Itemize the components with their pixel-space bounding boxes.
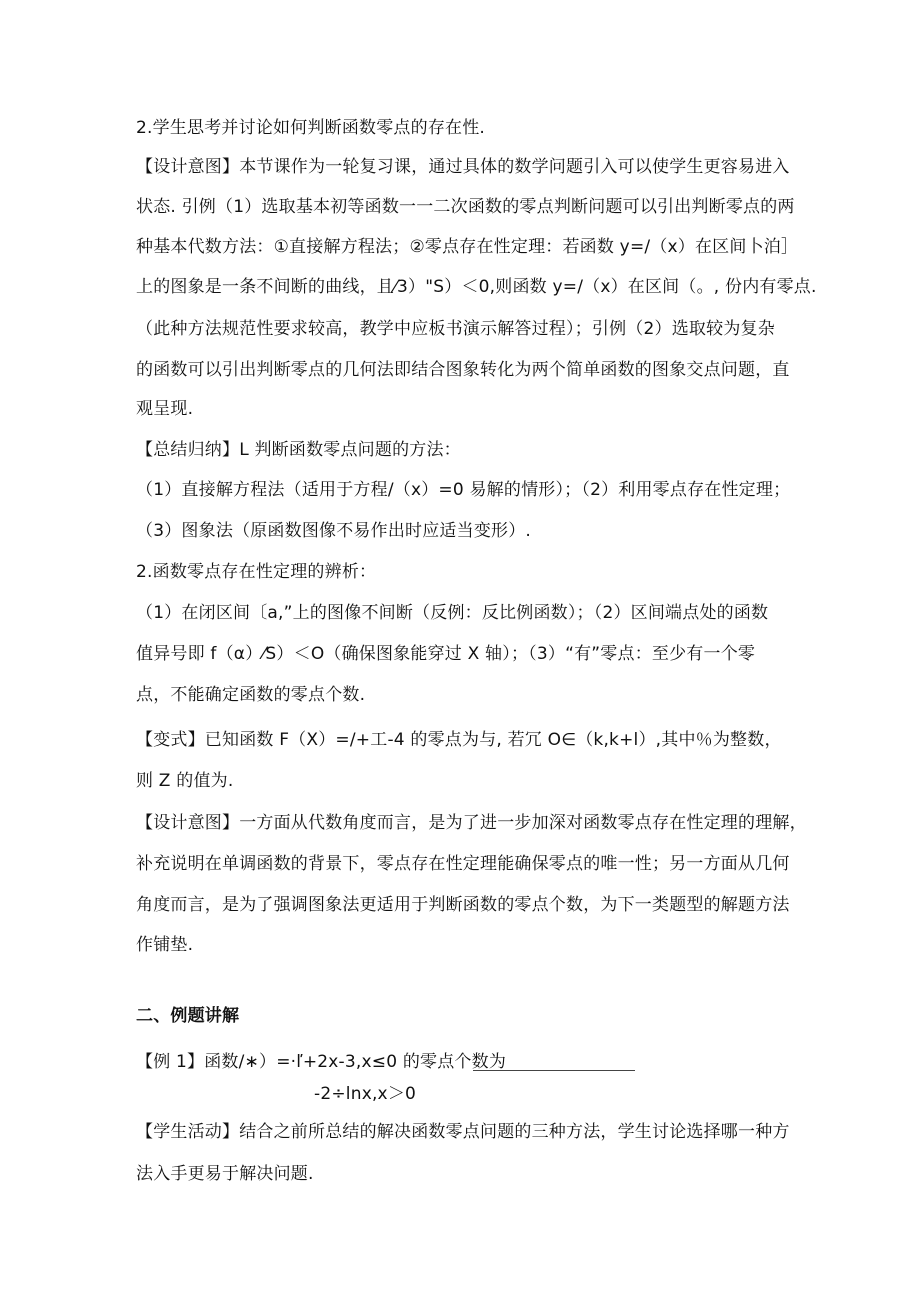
paragraph-line: （此种方法规范性要求较高，教学中应板书演示解答过程）；引例（2）选取较为复杂 bbox=[136, 319, 775, 339]
paragraph-line: 【总结归纳】L 判断函数零点问题的方法： bbox=[136, 440, 461, 460]
paragraph-line: 观呈现. bbox=[136, 399, 194, 419]
paragraph-line: 【设计意图】本节课作为一轮复习课，通过具体的数学问题引入可以使学生更容易进入 bbox=[136, 157, 790, 177]
paragraph-line: 作铺垫. bbox=[136, 935, 194, 955]
paragraph-line: 则 Z 的值为. bbox=[136, 771, 234, 791]
paragraph-line: 【学生活动】结合之前所总结的解决函数零点问题的三种方法，学生讨论选择哪一种方 bbox=[136, 1122, 790, 1142]
example-piecewise-branch: -2÷lnx,x＞0 bbox=[314, 1084, 417, 1104]
paragraph-line: （1）在闭区间〔a,”上的图像不间断（反例：反比例函数）；（2）区间端点处的函数 bbox=[136, 603, 769, 623]
example-question: 【例 1】函数/∗）=·ľ+2x-3,x≤0 的零点个数为 bbox=[136, 1052, 507, 1072]
paragraph-line: 点，不能确定函数的零点个数. bbox=[136, 685, 366, 705]
paragraph-line: 2.学生思考并讨论如何判断函数零点的存在性. bbox=[136, 118, 486, 138]
paragraph-line: 的函数可以引出判断零点的几何法即结合图象转化为两个简单函数的图象交点问题，直 bbox=[136, 360, 790, 380]
paragraph-line: 法入手更易于解决问题. bbox=[136, 1164, 314, 1184]
section-heading: 二、例题讲解 bbox=[136, 1006, 240, 1026]
paragraph-line: 状态. 引例（1）选取基本初等函数一一二次函数的零点判断问题可以引出判断零点的两 bbox=[136, 197, 795, 217]
paragraph-line: （3）图象法（原函数图像不易作出时应适当变形）. bbox=[136, 521, 532, 541]
paragraph-line: 【设计意图】一方面从代数角度而言，是为了进一步加深对函数零点存在性定理的理解， bbox=[136, 813, 807, 833]
paragraph-line: 种基本代数方法：①直接解方程法；②零点存在性定理：若函数 y=/（x）在区间卜泊］ bbox=[136, 237, 799, 257]
paragraph-line: 值异号即 f（α）⁄S）＜O（确保图象能穿过 X 轴）；（3）“有”零点：至少有一个零 bbox=[136, 644, 756, 664]
paragraph-line: 角度而言，是为了强调图象法更适用于判断函数的零点个数，为下一类题型的解题方法 bbox=[136, 895, 790, 915]
paragraph-line: 上的图象是一条不间断的曲线，且⁄3）"S）＜0,则函数 y=/（x）在区间（。, 份内有零点. bbox=[136, 277, 817, 297]
answer-blank bbox=[473, 1070, 635, 1071]
paragraph-line: 补充说明在单调函数的背景下，零点存在性定理能确保零点的唯一性；另一方面从几何 bbox=[136, 854, 790, 874]
paragraph-line: 【变式】已知函数 F（X）=/+工-4 的零点为与, 若冗 O∈（k,k+l）,其中％为整数， bbox=[136, 730, 782, 750]
paragraph-line: 2.函数零点存在性定理的辨析： bbox=[136, 562, 377, 582]
paragraph-line: （1）直接解方程法（适用于方程/（x）=0 易解的情形）；（2）利用零点存在性定理； bbox=[136, 480, 791, 500]
